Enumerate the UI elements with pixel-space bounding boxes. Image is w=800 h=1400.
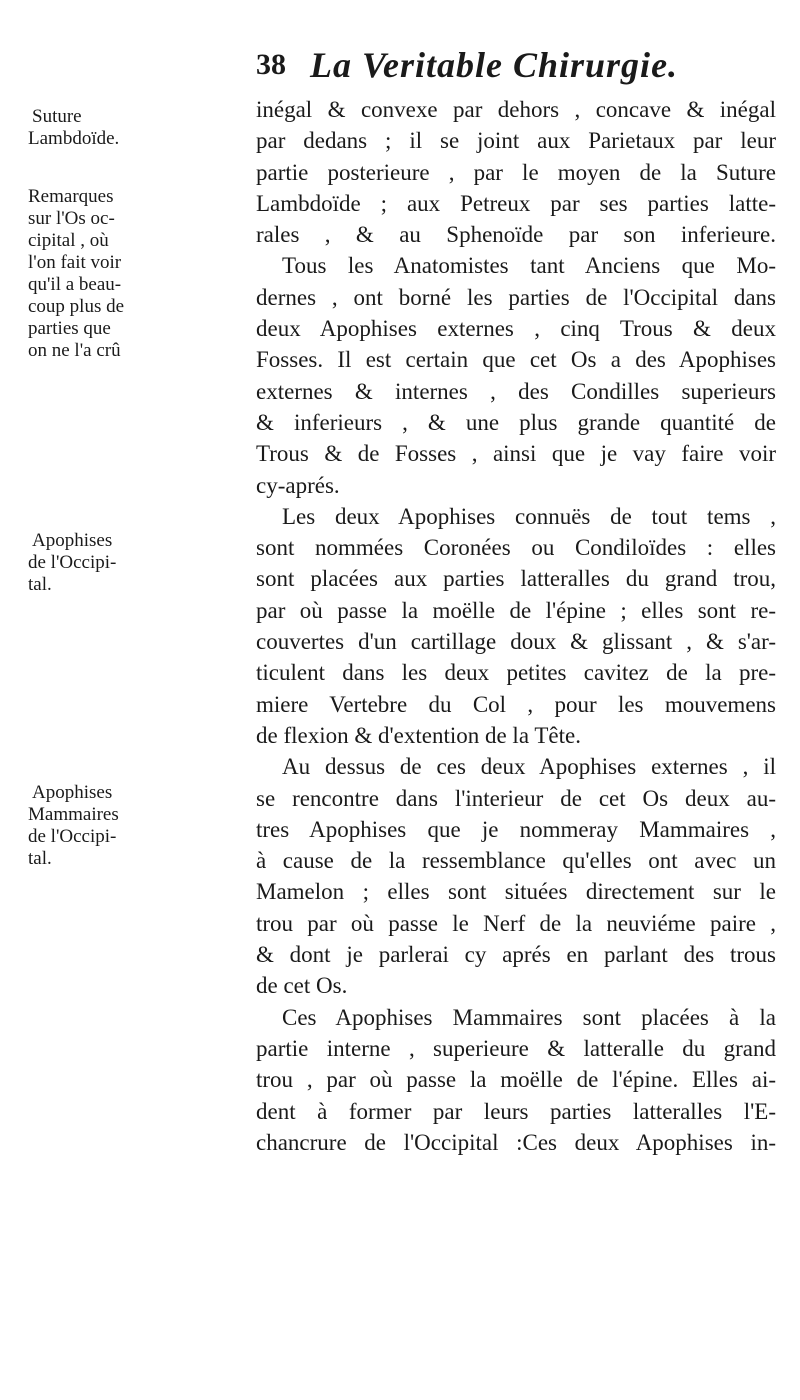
text-line: Les deux Apophises connuës de tout tems , <box>282 503 776 529</box>
margin-note-remarques <box>28 186 240 362</box>
text-line: dent à former par leurs parties latteralles l'E- <box>256 1098 776 1124</box>
body-text <box>256 94 776 1158</box>
margin-note-apophises-occipital <box>28 530 240 596</box>
text-line: à cause de la ressemblance qu'elles ont avec un <box>256 848 776 874</box>
margin-note-line: Remarques <box>28 186 114 207</box>
text-line: par dedans ; il se joint aux Parietaux par leur <box>256 128 776 154</box>
margin-note-line: on ne l'a crû <box>28 340 121 361</box>
text-line: de flexion & d'extention de la Tête. <box>256 722 581 748</box>
text-line: partie posterieure , par le moyen de la Suture <box>256 159 776 185</box>
text-line: trou , par où passe la moëlle de l'épine. Elles ai- <box>256 1067 776 1093</box>
text-line: Au dessus de ces deux Apophises externes , il <box>282 754 776 780</box>
margin-note-line: sur l'Os oc- <box>28 208 115 229</box>
margin-note-line: parties que <box>28 318 111 339</box>
page-header <box>256 44 776 96</box>
text-line: ticulent dans les deux petites cavitez de la pre- <box>256 660 776 686</box>
text-line: par où passe la moëlle de l'épine ; elles sont re- <box>256 597 776 623</box>
margin-note-line: de l'Occipi- <box>28 826 117 847</box>
margin-note-line: tal. <box>28 848 52 869</box>
margin-note-line: Suture <box>32 106 82 127</box>
margin-note-line: Apophises <box>32 782 113 803</box>
text-line: se rencontre dans l'interieur de cet Os deux au- <box>256 785 776 811</box>
text-line: & dont je parlerai cy aprés en parlant des trous <box>256 942 776 968</box>
margin-notes <box>0 0 245 1400</box>
text-line: Mamelon ; elles sont situées directement sur le <box>256 879 776 905</box>
running-title: La Veritable Chirurgie. <box>310 45 679 85</box>
text-line: Tous les Anatomistes tant Anciens que Mo- <box>282 253 776 279</box>
text-line: Ces Apophises Mammaires sont placées à la <box>282 1004 776 1030</box>
text-line: Fosses. Il est certain que cet Os a des Apophises <box>256 347 776 373</box>
margin-note-line: coup plus de <box>28 296 125 317</box>
text-line: rales , & au Sphenoïde par son inferieure. <box>256 222 776 248</box>
text-line: cy-aprés. <box>256 472 340 498</box>
text-line: Lambdoïde ; aux Petreux par ses parties latte- <box>256 190 776 216</box>
margin-note-line: qu'il a beau- <box>28 274 122 295</box>
margin-note-line: tal. <box>28 574 52 595</box>
text-line: inégal & convexe par dehors , concave & inégal <box>256 97 776 122</box>
text-line: sont placées aux parties latteralles du grand trou, <box>256 566 776 592</box>
page-number: 38 <box>256 48 286 81</box>
margin-note-line: Lambdoïde. <box>28 128 120 149</box>
text-line: externes & internes , des Condilles superieurs <box>256 378 776 404</box>
margin-note-line: de l'Occipi- <box>28 552 117 573</box>
margin-note-line: l'on fait voir <box>28 252 122 273</box>
text-line: tres Apophises que je nommeray Mammaires , <box>256 816 776 842</box>
text-line: chancrure de l'Occipital :Ces deux Apophises in- <box>256 1129 776 1155</box>
text-line: partie interne , superieure & latteralle du grand <box>256 1035 776 1061</box>
text-line: & inferieurs , & une plus grande quantité de <box>256 409 776 435</box>
text-line: dernes , ont borné les parties de l'Occipital dans <box>256 284 776 310</box>
margin-note-line: Apophises <box>32 530 113 551</box>
text-line: Trous & de Fosses , ainsi que je vay faire voir <box>256 441 776 467</box>
text-line: de cet Os. <box>256 973 348 999</box>
margin-note-line: Mammaires <box>28 804 119 825</box>
margin-note-apophises-mammaires <box>28 782 240 870</box>
margin-note-suture <box>28 106 240 150</box>
margin-note-line: cipital , où <box>28 230 109 251</box>
text-line: sont nommées Coronées ou Condiloïdes : elles <box>256 535 776 561</box>
text-line: couvertes d'un cartillage doux & glissant , & s'ar- <box>256 629 776 655</box>
text-line: miere Vertebre du Col , pour les mouvemens <box>256 691 776 717</box>
text-line: trou par où passe le Nerf de la neuviéme paire , <box>256 910 776 936</box>
text-line: deux Apophises externes , cinq Trous & deux <box>256 316 776 342</box>
